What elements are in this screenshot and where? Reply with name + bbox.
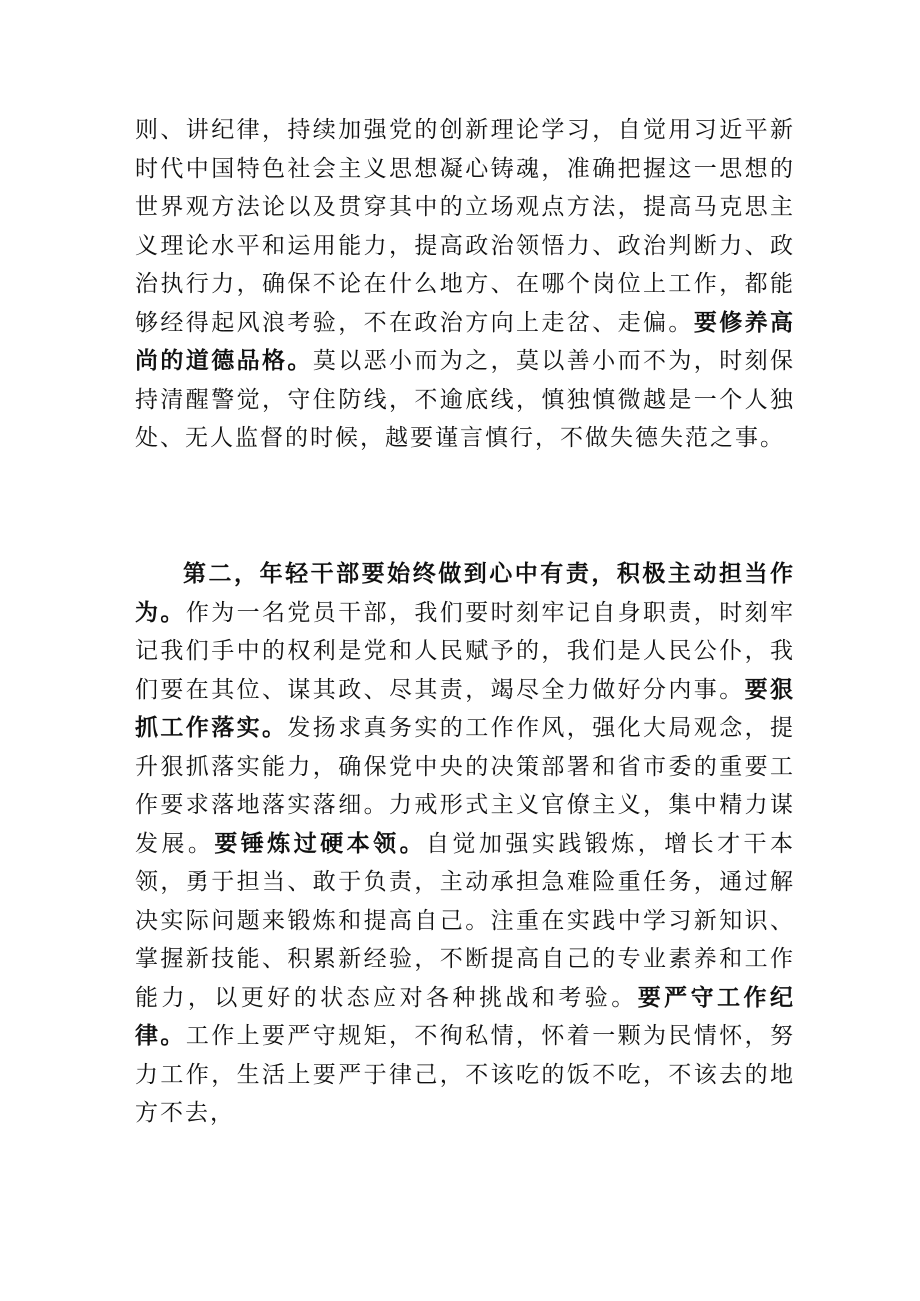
- paragraph-1: [135, 111, 795, 458]
- p2-text-1: 作为一名党员干部，我们要时刻牢记自身职责，时刻牢记我们手中的权利是党和人民赋予的，我们是人民公仆，我们要在其位、谋其政、尽其责，竭尽全力做好分内事。: [135, 599, 796, 703]
- p2-heading-implementation: 要狠抓工作落实。: [135, 676, 796, 741]
- p2-text-2: 发扬求真务实的工作作风，强化大局观念，提升狠抓落实能力，确保党中央的决策部署和省市委的重要工作要求落地落实落细。力戒形式主义官僚主义，集中精力谋发展。: [135, 715, 796, 857]
- p2-section-heading: 第二，年轻干部要始终做到心中有责，积极主动担当作为。: [135, 561, 795, 626]
- p2-heading-skills: 要锤炼过硬本领。: [214, 830, 427, 857]
- p1-text-2: 莫以恶小而为之，莫以善小而不为，时刻保持清醒警觉，守住防线，不逾底线，慎独慎微越是一个人独处、无人监督的时候，越要谨言慎行，不做失德失范之事。: [135, 348, 796, 451]
- p1-text-1: 则、讲纪律，持续加强党的创新理论学习，自觉用习近平新时代中国特色社会主义思想凝心铸魂，准确把握这一思想的世界观方法论以及贯穿其中的立场观点方法，提高马克思主义理论水平和运用能力，提高政治领悟力、政治判断力、政治执行力，确保不论在什么地方、在哪个岗位上工作，都能够经得起风浪考验，不在政治方向上走岔、走偏。: [135, 117, 795, 336]
- p2-text-3: 自觉加强实践锻炼，增长才干本领，勇于担当、敢于负责，主动承担急难险重任务，通过解决实际问题来锻炼和提高自己。注重在实践中学习新知识、掌握新技能、积累新经验，不断提高自己的专业素养和工作能力，以更好的状态应对各种挑战和考验。: [135, 830, 796, 1011]
- paragraph-2: [135, 555, 795, 1133]
- p2-heading-discipline: 要严守工作纪律。: [135, 984, 796, 1049]
- p1-heading-moral-character: 要修养高尚的道德品格。: [135, 309, 796, 374]
- p2-text-4: 工作上要严守规矩，不徇私情，怀着一颗为民情怀，努力工作，生活上要严于律己，不该吃的饭不吃，不该去的地方不去，: [135, 1023, 796, 1126]
